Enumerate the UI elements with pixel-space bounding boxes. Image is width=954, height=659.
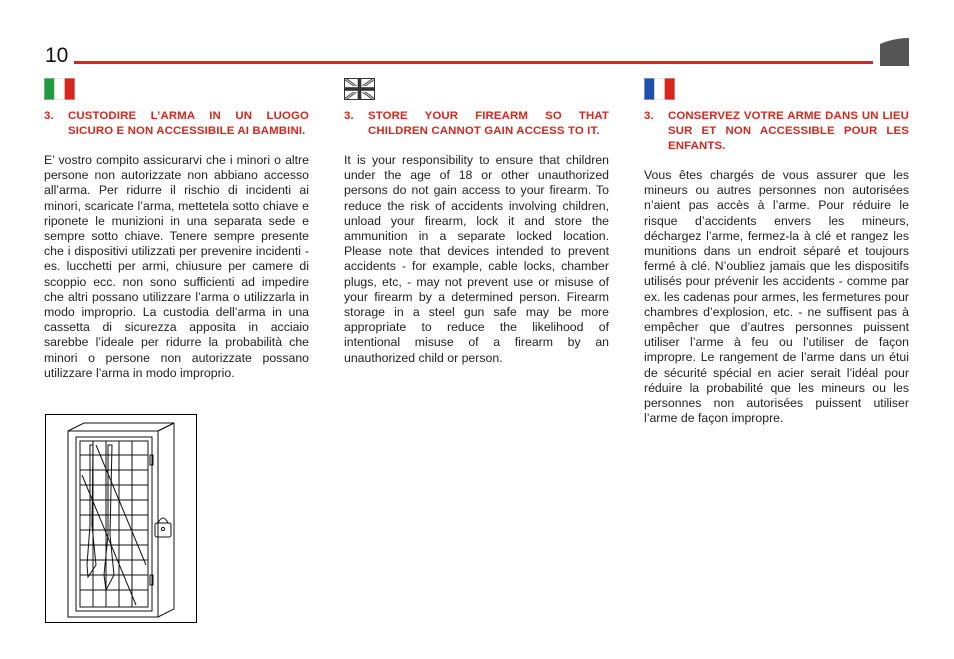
page-number: 10 (45, 44, 69, 67)
page-corner-tab-icon (880, 38, 909, 66)
section-english (344, 78, 609, 366)
section-number: 3. (44, 110, 54, 122)
section-number: 3. (644, 110, 654, 122)
uk-flag-icon (344, 78, 375, 100)
italy-flag-icon (44, 78, 75, 100)
france-flag-icon (644, 78, 675, 100)
section-heading-text: STORE YOUR FIREARM SO THAT CHILDREN CANNOT GAIN ACCESS TO IT. (368, 110, 609, 137)
section-heading-french (644, 109, 909, 154)
section-heading-text: CONSERVEZ VOTRE ARME DANS UN LIEU SUR ET NON ACCESSIBLE POUR LES ENFANTS. (668, 110, 909, 152)
gun-safe-drawing (46, 415, 196, 622)
section-french (644, 78, 909, 426)
section-heading-italian (44, 109, 309, 139)
header-rule (74, 61, 873, 64)
gun-safe-illustration (45, 414, 197, 623)
section-italian (44, 78, 309, 381)
section-body-italian: E’ vostro compito assicurarvi che i minori o altre persone non autorizzate non abbiano accesso all’arma. Per ridurre il rischio di incidenti ai minori, scaricate l’arma, mettetela sotto chiave e riponete le munizioni in una separata sede e sempre sotto chiave. Tenere sempre presente che i dispositivi utilizzati per prevenire incidenti - es. lucchetti per armi, chiusure per camere di scoppio ecc. non sono sufficienti ad impedire che altri possano utilizzare l’arma o utilizzarla in modo improprio. La custodia dell’arma in una cassetta di sicurezza apposita in acciaio sarebbe l’ideale per ridurre la probabilità che minori o persone non autorizzate possano utilizzare l’arma in modo improprio. (44, 153, 309, 380)
section-body-english: It is your responsibility to ensure that children under the age of 18 or other unauthorized persons do not gain access to your firearm. To reduce the risk of accidents involving children, unload your firearm, lock it and store the ammunition in a separate locked location. Please note that devices intended to prevent accidents - for example, cable locks, chamber plugs, etc, - may not prevent use or misuse of your firearm by a determined person. Firearm storage in a steel gun safe may be more appropriate to reduce the likelihood of intentional misuse of a firearm by an unauthorized child or person. (344, 153, 609, 365)
section-number: 3. (344, 110, 354, 122)
section-heading-text: CUSTODIRE L’ARMA IN UN LUOGO SICURO E NON ACCESSIBILE AI BAMBINI. (68, 110, 309, 137)
section-heading-english (344, 109, 609, 139)
section-body-french: Vous êtes chargés de vous assurer que les mineurs ou autres personnes non autorisées n’aient pas accès à l’arme. Pour réduire le risque d’accidents envers les mineurs, déchargez l’arme, fermez-la à clé et rangez les munitions dans un endroit séparé et toujours fermé à clé. N’oubliez jamais que les dispositifs utilisés pour prévenir les accidents - comme par ex. les cadenas pour armes, les fermetures pour chambres d’explosion, etc. - ne suffisent pas à empêcher que d’autres personnes puissent utiliser l’arme à feu ou l’utiliser de façon impropre. Le rangement de l’arme dans un étui de sécurité spécial en acier serait l’idéal pour réduire la probabilité que les mineurs ou les personnes non autorisées puissent utiliser l’arme de façon impropre. (644, 168, 909, 426)
